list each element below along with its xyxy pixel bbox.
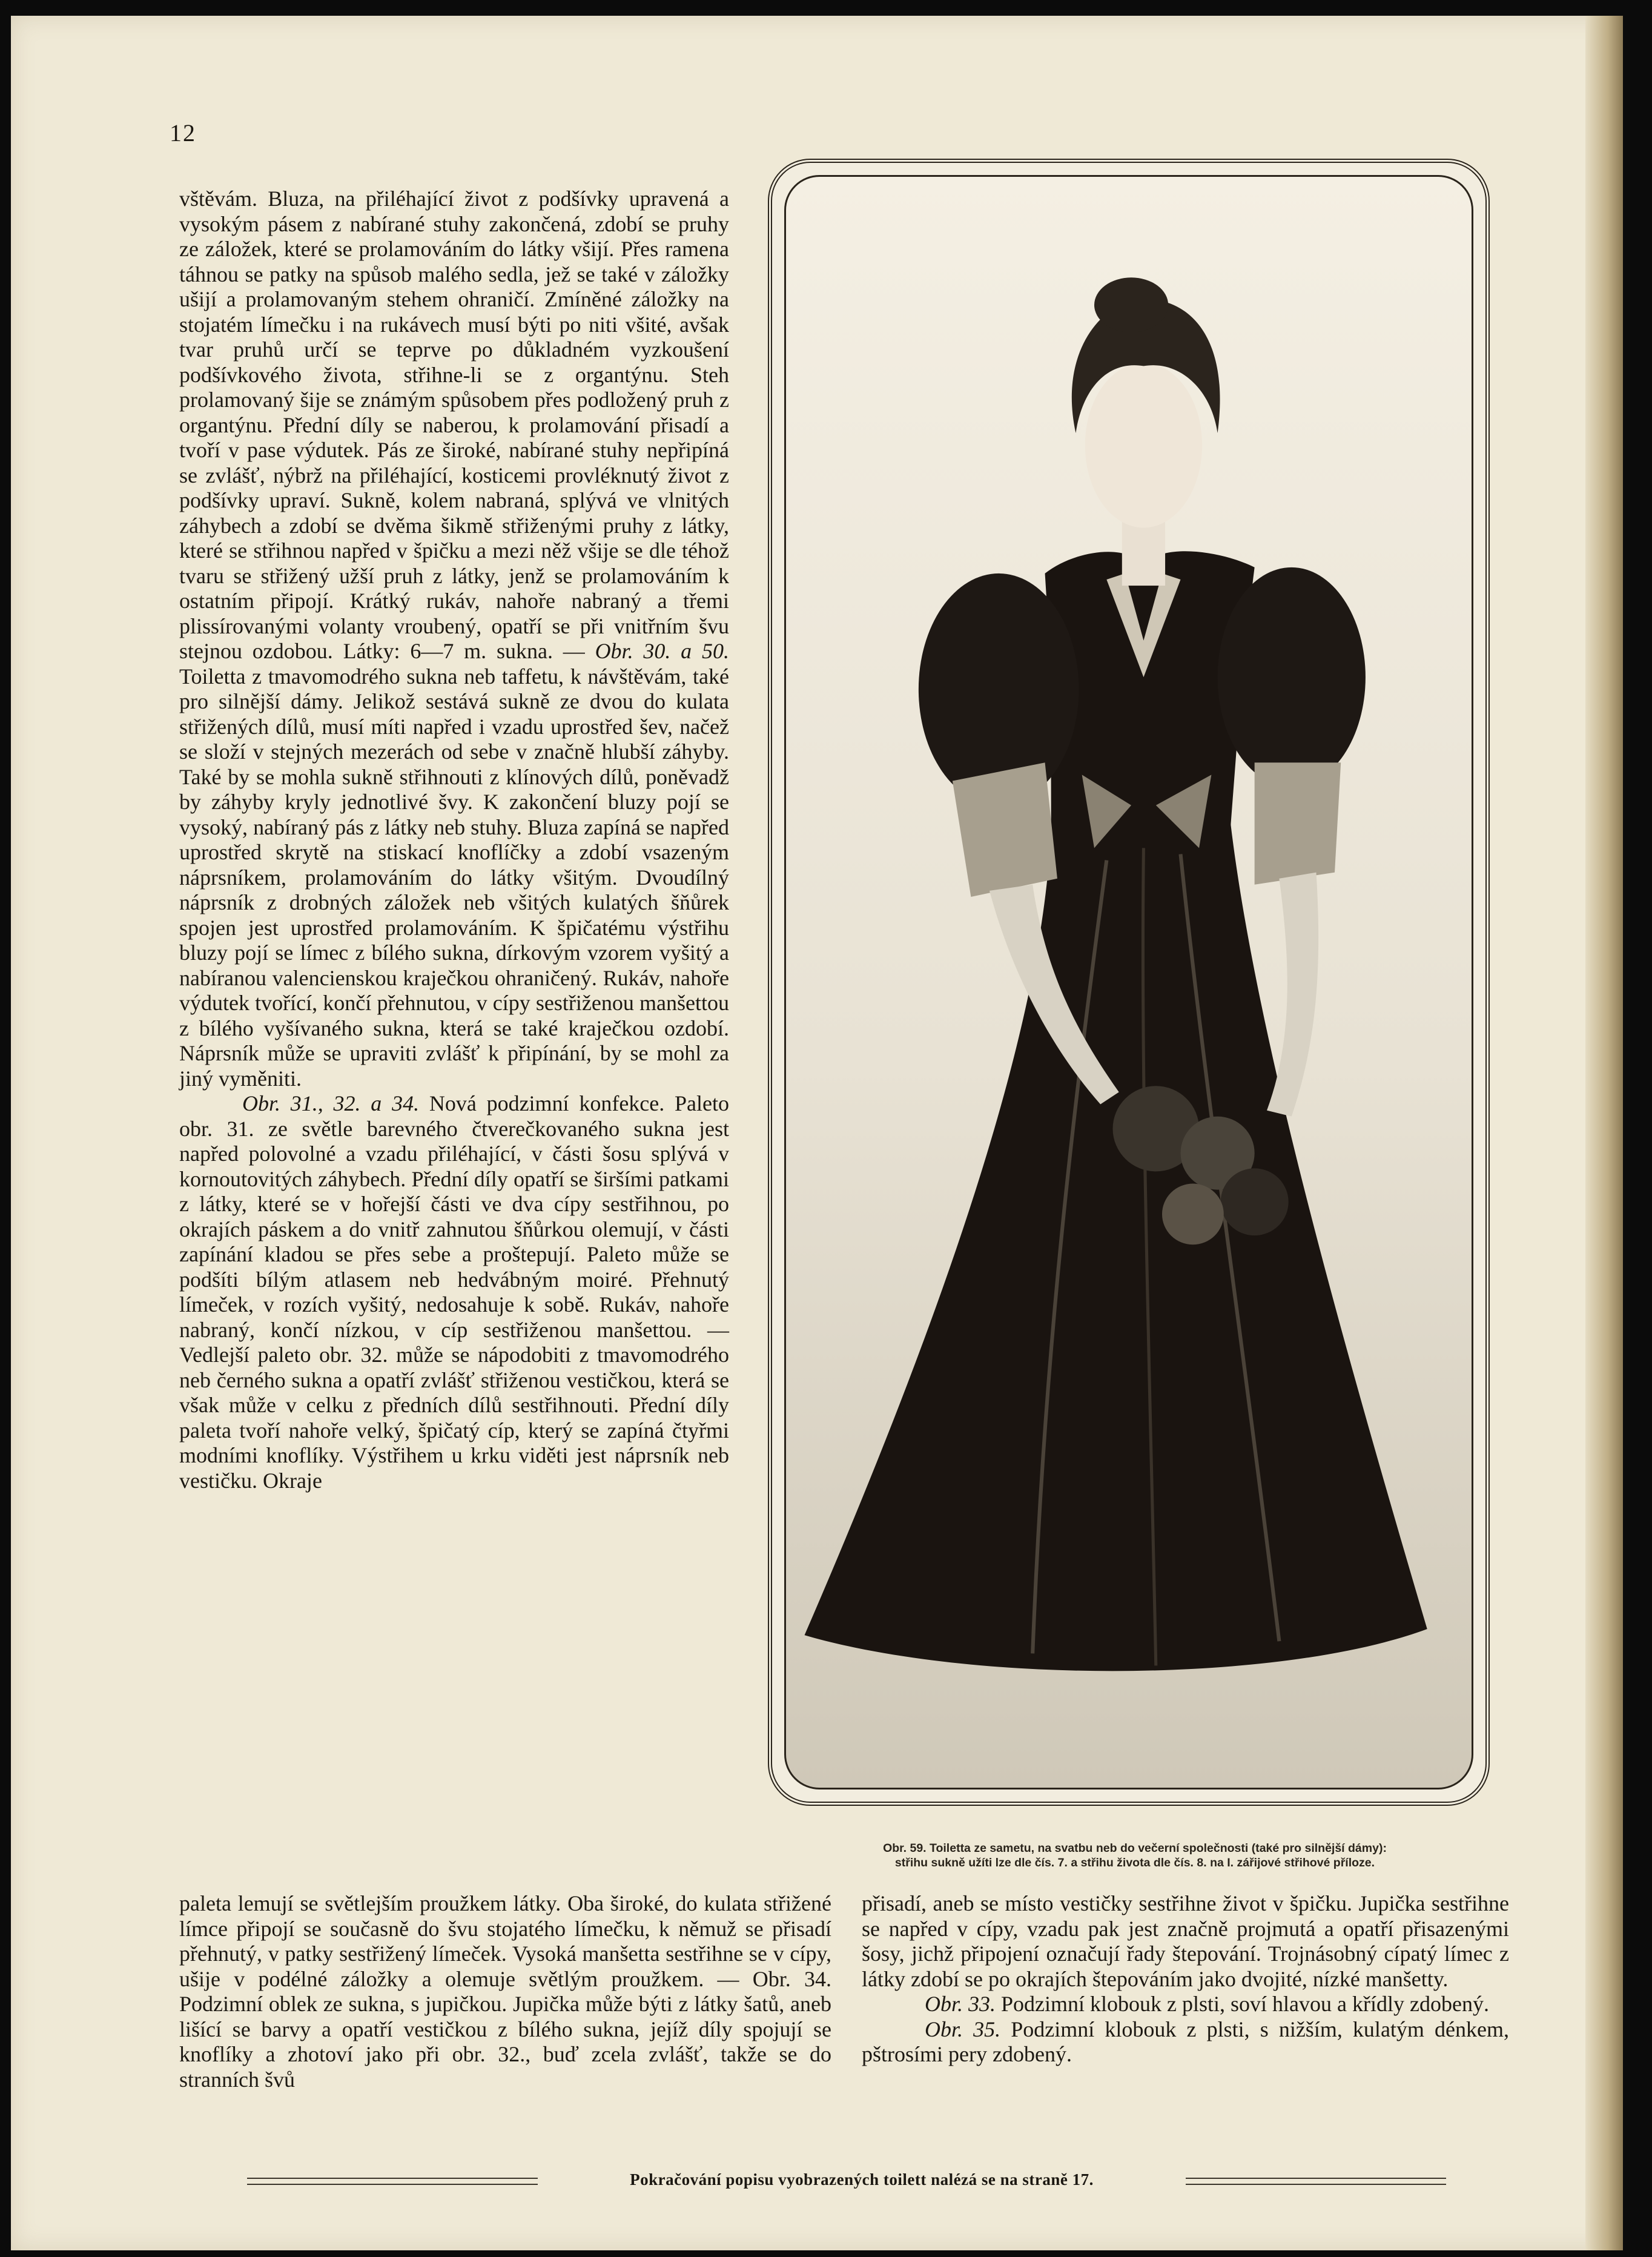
footer-rule (1186, 2178, 1446, 2185)
document-page (11, 16, 1623, 2250)
paragraph (179, 1091, 729, 1493)
paragraph-text: Nová podzimní konfekce. Paleto obr. 31. ze světle barevného čtverečkovaného sukna jest napřed polovolné a vzadu přiléhající, v části šosu splývá v kornoutovitých záhybech. Přední díly opatří se širšími patkami z látky, které se v hořejší části ve dva cípy sestřihnou, po okrajích páskem a do vnitř zahnutou šňůrkou olemují, v části zapínání kladou se přes sebe a proštepují. Paleto může se podšíti bílým atlasem neb hedvábným moiré. Přehnutý límeček, v rozích vyšitý, nedosahuje k sobě. Rukáv, nahoře nabraný, končí nízkou, v cíp sestřiženou manšettou. — Vedlejší paleto obr. 32. může se nápodobiti z tmavomodrého neb černého sukna a opatří zvlášť střiženou vestičkou, která se však může v celku z předních dílů sestřihnouti. Přední díly paleta tvoří nahoře velký, špičatý cíp, který se zapíná čtyřmi modními knoflíky. Výstřihem u krku viděti jest náprsník neb vestičku. Okraje (179, 1091, 729, 1493)
paragraph-text: Podzimní klobouk z plsti, soví hlavou a křídly zdobený. (996, 1992, 1489, 2016)
page-number: 12 (170, 119, 196, 147)
figure-reference: Obr. 31., 32. a 34. (242, 1091, 420, 1115)
paragraph-text: vštěvám. Bluza, na přiléhající život z podšívky upravená a vysokým pásem z nabírané stuhy zakončená, zdobí se pruhy ze záložek, které se prolamováním do látky všijí. Přes ramena táhnou se patky na spůsob malého sedla, jež se také v záložky ušijí a prolamovaným stehem ohraničí. Zmíněné záložky na stojatém límečku i na rukávech musí býti po niti všité, avšak tvar pruhů určí se teprve po důkladném vyzkoušení podšívkového života, střihne-li se z organtýnu. Steh prolamovaný šije se známým spůsobem přes podložený pruh z organtýnu. Přední díly se naberou, k prolamování přisadí a tvoří v pase výdutek. Pás ze široké, nabírané stuhy nepřipíná se zvlášť, nýbrž na přiléhající, kosticemi provléknutý život z podšívky upraví. Sukně, kolem nabraná, splývá ve vlnitých záhybech a zdobí se dvěma šikmě střiženými pruhy z látky, které se střihnou napřed v špičku a mezi něž všije se dle téhož tvaru se střižený užší pruh z látky, jenž se prolamováním k ostatním připojí. Krátký rukáv, nahoře nabraný a třemi plissírovanými volanty vroubený, opatří se při vnitřním švu stejnou ozdobou. Látky: 6—7 m. sukna. — (179, 187, 729, 663)
page-spine-shadow (1585, 16, 1623, 2250)
paragraph-text: Podzimní klobouk z plsti, s nižším, kulatým dénkem, pštrosími pery zdobený. (862, 2017, 1509, 2066)
figure-reference: Obr. 33. (925, 1992, 996, 2016)
fashion-illustration (784, 175, 1473, 1789)
caption-line: Obr. 59. Toiletta ze sametu, na svatbu neb do večerní společnosti (také pro silnější dámy): (883, 1842, 1387, 1855)
footer-rule (247, 2178, 538, 2185)
figure-reference: Obr. 35. (925, 2017, 1001, 2041)
paragraph (862, 1992, 1509, 2017)
caption-line: střihu sukně užíti lze dle čís. 7. a střihu života dle čís. 8. na I. zářijové střihové příloze. (894, 1856, 1375, 1869)
paragraph (179, 187, 729, 1091)
bottom-right-text-column (862, 1891, 1509, 2067)
page-footer (247, 2170, 1446, 2192)
figure-reference: Obr. 30. a 50. (595, 639, 729, 663)
figure-caption (762, 1841, 1508, 1870)
illustration-frame (768, 159, 1490, 1806)
left-text-column (179, 187, 729, 1493)
paragraph: přisadí, aneb se místo vestičky sestřihne život v špičku. Jupička sestřihne se napřed v cípy, vzadu pak jest značně projmutá a opatří přisazenými šosy, jichž připojení označují řady štepování. Trojnásobný cípatý límec z látky zdobí se po okrajích štepováním jako dvojité, nízké manšetty. (862, 1891, 1509, 1991)
paragraph-text: Toiletta z tmavomodrého sukna neb taffetu, k návštěvám, také pro silnější dámy. Jelikož sestává sukně ze dvou do kulata střižených dílů, musí míti napřed i vzadu uprostřed šev, načež se složí v stejných mezerách od sebe v značně hlubší záhyby. Také by se mohla sukně střihnouti z klínových dílů, poněvadž by záhyby kryly jednotlivé švy. K zakončení bluzy pojí se vysoký, nabíraný pás z látky neb stuhy. Bluza zapíná se napřed uprostřed skrytě na stiskací knoflíčky a zdobí vsazeným náprsníkem, prolamováním do látky všitým. Dvoudílný náprsník z drobných záložek neb všitých kulatých šňůrek spojen jest uprostřed prolamováním. K špičatému výstřihu bluzy pojí se límec z bílého sukna, dírkovým vzorem vyšitý a nabíranou valencienskou kraječkou ohraničený. Rukáv, nahoře výdutek tvořící, končí přehnutou, v cípy sestřiženou manšettou z bílého vyšívaného sukna, která se také kraječkou ozdobí. Náprsník může se upraviti zvlášť k připínání, by se mohl za jiný vyměniti. (179, 664, 729, 1091)
bottom-left-text-column (179, 1891, 831, 2092)
paragraph: paleta lemují se světlejším proužkem látky. Oba široké, do kulata střižené límce připojí se současně do švu stojatého límečku, k němuž se přisadí přehnutý, v patky sestřižený límeček. Vysoká manšetta sestřihne se v cípy, ušije v podélné záložky a olemuje světlým proužkem. — Obr. 34. Podzimní oblek ze sukna, s jupičkou. Jupička může býti z látky šatů, aneb lišící se barvy a opatří vestičkou z bílého sukna, jejíž díly spojují se knoflíky a zhotoví jako při obr. 32., buď zcela zvlášť, takže se do stranních švů (179, 1891, 831, 2092)
paragraph (862, 2017, 1509, 2067)
dress-illustration-icon (786, 177, 1472, 1788)
footer-note: Pokračování popisu vyobrazených toilett nalézá se na straně 17. (630, 2170, 1094, 2189)
